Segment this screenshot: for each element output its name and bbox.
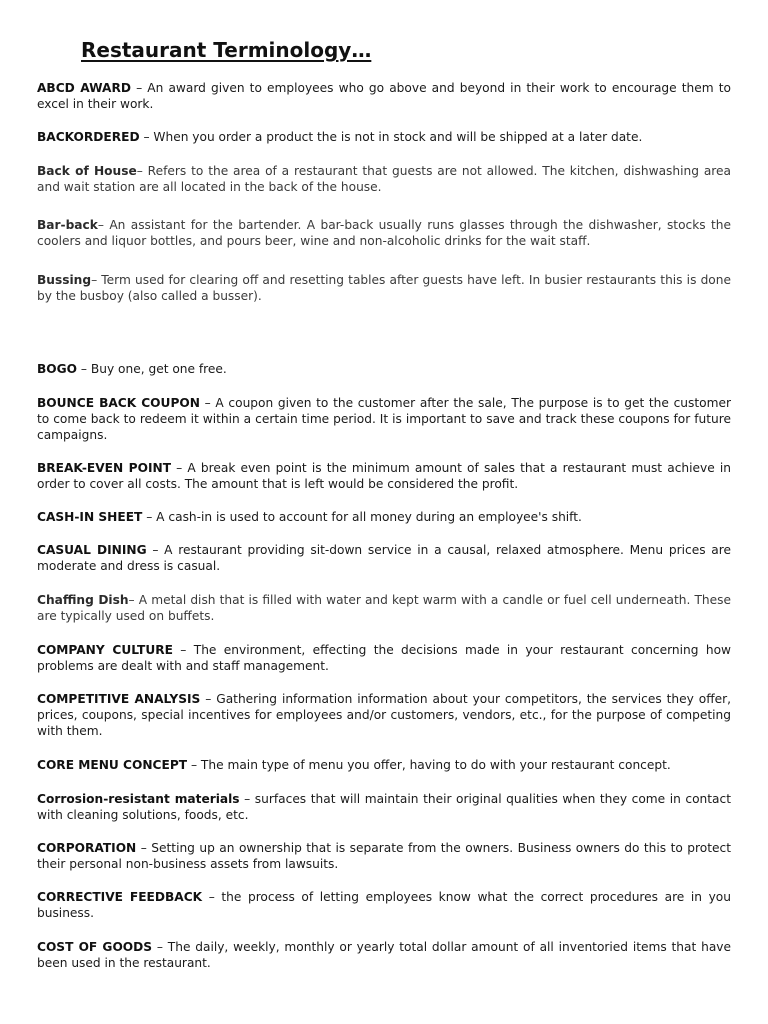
entry-definition: – An assistant for the bartender. A bar-back usually runs glasses through the dishwasher, stocks the coolers and liquor bottles, and pours beer, wine and non-alcoholic drinks for the wait staff. — [37, 218, 731, 248]
entry-definition: – A cash-in is used to account for all money during an employee's shift. — [142, 510, 582, 524]
entry-term: Bussing — [37, 273, 92, 287]
entry-definition: – Buy one, get one free. — [77, 362, 227, 376]
glossary-entry-company-culture — [37, 643, 731, 675]
glossary-entry-bar-back — [37, 218, 731, 250]
entry-definition: – Setting up an ownership that is separate from the owners. Business owners do this to protect their personal non-business assets from lawsuits. — [37, 841, 731, 871]
entry-definition: – A metal dish that is filled with water and kept warm with a candle or fuel cell underneath. These are typically used on buffets. — [37, 593, 731, 623]
entry-definition: – The daily, weekly, monthly or yearly total dollar amount of all inventoried items that have been used in the restaurant. — [37, 940, 731, 970]
glossary-entry-core-menu-concept — [37, 758, 731, 774]
glossary-entry-cost-of-goods — [37, 940, 731, 972]
entry-definition: – surfaces that will maintain their original qualities when they come in contact with cleaning solutions, foods, etc. — [37, 792, 732, 822]
entry-definition: – A restaurant providing sit-down service in a causal, relaxed atmosphere. Menu prices are moderate and dress is casual. — [37, 543, 731, 573]
entry-definition: – Refers to the area of a restaurant that guests are not allowed. The kitchen, dishwashing area and wait station are all located in the back of the house. — [37, 164, 731, 194]
glossary-entry-corrosion-resistant-materials — [37, 792, 731, 824]
entry-term: COST OF GOODS — [37, 940, 153, 954]
glossary-entry-chaffing-dish — [37, 593, 731, 625]
entry-term: BOUNCE BACK COUPON — [37, 396, 200, 410]
entry-definition: – Gathering information information about your competitors, the services they offer, prices, coupons, special incentives for employees and/or customers, vendors, etc., for the purpose of competing with them. — [37, 692, 731, 738]
entry-term: Bar-back — [37, 218, 98, 232]
entry-definition: – The main type of menu you offer, having to do with your restaurant concept. — [187, 758, 671, 772]
entry-definition: – An award given to employees who go above and beyond in their work to encourage them to excel in their work. — [37, 81, 731, 111]
entry-term: ABCD AWARD — [37, 81, 131, 95]
entry-term: CASUAL DINING — [37, 543, 147, 557]
entry-term: Back of House — [37, 164, 137, 178]
entry-term: BACKORDERED — [37, 130, 140, 144]
glossary-entry-corrective-feedback — [37, 890, 731, 922]
glossary-entry-bogo — [37, 362, 731, 378]
glossary-entry-back-of-house — [37, 164, 731, 196]
entry-term: CORE MENU CONCEPT — [37, 758, 188, 772]
glossary-entry-casual-dining — [37, 543, 731, 575]
entry-definition: – the process of letting employees know what the correct procedures are in you business. — [37, 890, 731, 920]
entry-definition: – Term used for clearing off and resetting tables after guests have left. In busier restaurants this is done by the busboy (also called a busser). — [37, 273, 731, 303]
glossary-entry-break-even-point — [37, 461, 731, 493]
entry-definition: – The environment, effecting the decisions made in your restaurant concerning how problems are dealt with and staff management. — [37, 643, 731, 673]
glossary-entry-bounce-back-coupon — [37, 396, 731, 443]
glossary-entry-backordered — [37, 130, 731, 146]
glossary-entry-competitive-analysis — [37, 692, 731, 739]
entry-term: COMPETITIVE ANALYSIS — [37, 692, 201, 706]
entry-term: BREAK-EVEN POINT — [37, 461, 172, 475]
page-title: Restaurant Terminology… — [81, 38, 372, 62]
entry-definition: – A coupon given to the customer after the sale, The purpose is to get the customer to come back to redeem it within a certain time period. It is important to save and track these coupons for future campaigns. — [37, 396, 731, 442]
entry-term: CORRECTIVE FEEDBACK — [37, 890, 203, 904]
entry-term: COMPANY CULTURE — [37, 643, 173, 657]
entry-definition: – When you order a product the is not in stock and will be shipped at a later date. — [139, 130, 643, 144]
entry-term: CASH-IN SHEET — [37, 510, 143, 524]
entry-term: Chaffing Dish — [37, 593, 129, 607]
entry-term: BOGO — [37, 362, 78, 376]
entry-term: CORPORATION — [37, 841, 137, 855]
glossary-entry-cash-in-sheet — [37, 510, 731, 526]
glossary-entry-corporation — [37, 841, 731, 873]
glossary-entry-abcd-award — [37, 81, 731, 113]
glossary-entry-bussing — [37, 273, 731, 305]
entry-definition: – A break even point is the minimum amount of sales that a restaurant must achieve in order to cover all costs. The amount that is left would be considered the profit. — [37, 461, 731, 491]
entry-term: Corrosion-resistant materials — [37, 792, 240, 806]
